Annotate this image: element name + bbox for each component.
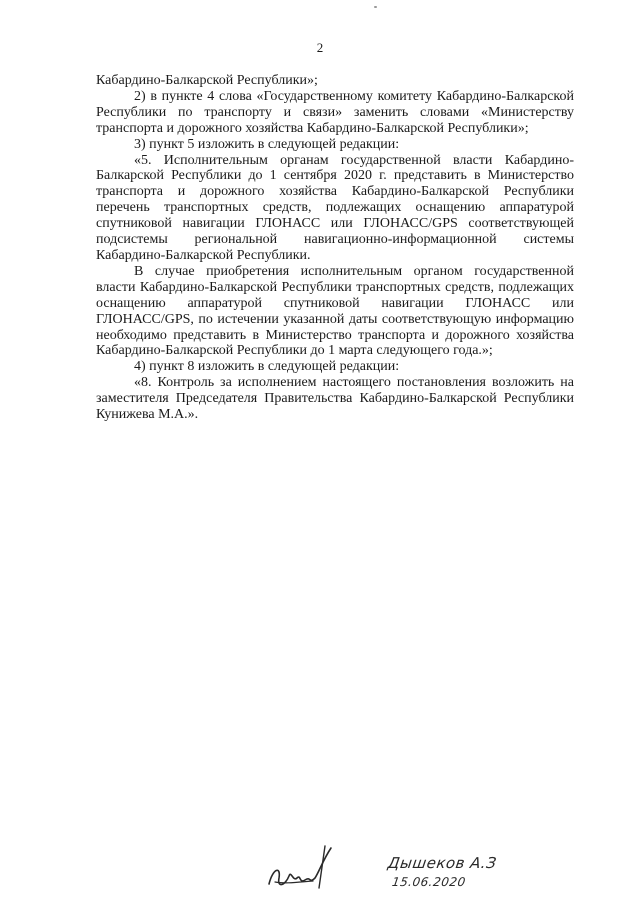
paragraph-clause-8: «8. Контроль за исполнением настоящего постановления возложить на заместителя Председателя Правительства Кабардино-Балкарской Республики Кунижева М.А.». xyxy=(96,375,574,423)
scan-speck xyxy=(374,6,377,8)
paragraph-clause-5-part-2: В случае приобретения исполнительным органом государственной власти Кабардино-Балкарской Республики транспортных средств, подлежащих оснащению аппаратурой спутниковой навигации ГЛОНАСС или ГЛОНАСС/GPS, по истечении указанной даты соответствующую информацию необходимо представить в Министерство транспорта и дорожного хозяйства Кабардино-Балкарской Республики до 1 марта следующего года.»; xyxy=(96,263,574,359)
signature-area xyxy=(0,838,640,898)
paragraph-item-3: 3) пункт 5 изложить в следующей редакции: xyxy=(134,136,400,152)
handwritten-name: Дышеков А.З xyxy=(386,854,498,872)
paragraph-item-2: 2) в пункте 4 слова «Государственному комитету Кабардино-Балкарской Республики по транспорту и связи» заменить словами «Министерству транспорта и дорожного хозяйства Кабардино-Балкарской Республики»; xyxy=(96,88,574,136)
paragraph-item-4: 4) пункт 8 изложить в следующей редакции: xyxy=(134,359,400,375)
handwritten-signature xyxy=(265,838,345,894)
paragraph-continuation: Кабардино-Балкарской Республики»; xyxy=(96,73,318,88)
paragraph-clause-5: «5. Исполнительным органам государственной власти Кабардино-Балкарской Республики до 1 сентября 2020 г. представить в Министерство транспорта и дорожного хозяйства Кабардино-Балкарской Республики перечень транспортных средств, подлежащих оснащению аппаратурой спутниковой навигации ГЛОНАСС или ГЛОНАСС/GPS соответствующей подсистемы региональной навигационно-информационной системы Кабардино-Балкарской Республики. xyxy=(96,152,574,263)
page-number: 2 xyxy=(316,40,324,55)
handwritten-date: 15.06.2020 xyxy=(391,875,467,889)
document-body xyxy=(96,73,574,423)
